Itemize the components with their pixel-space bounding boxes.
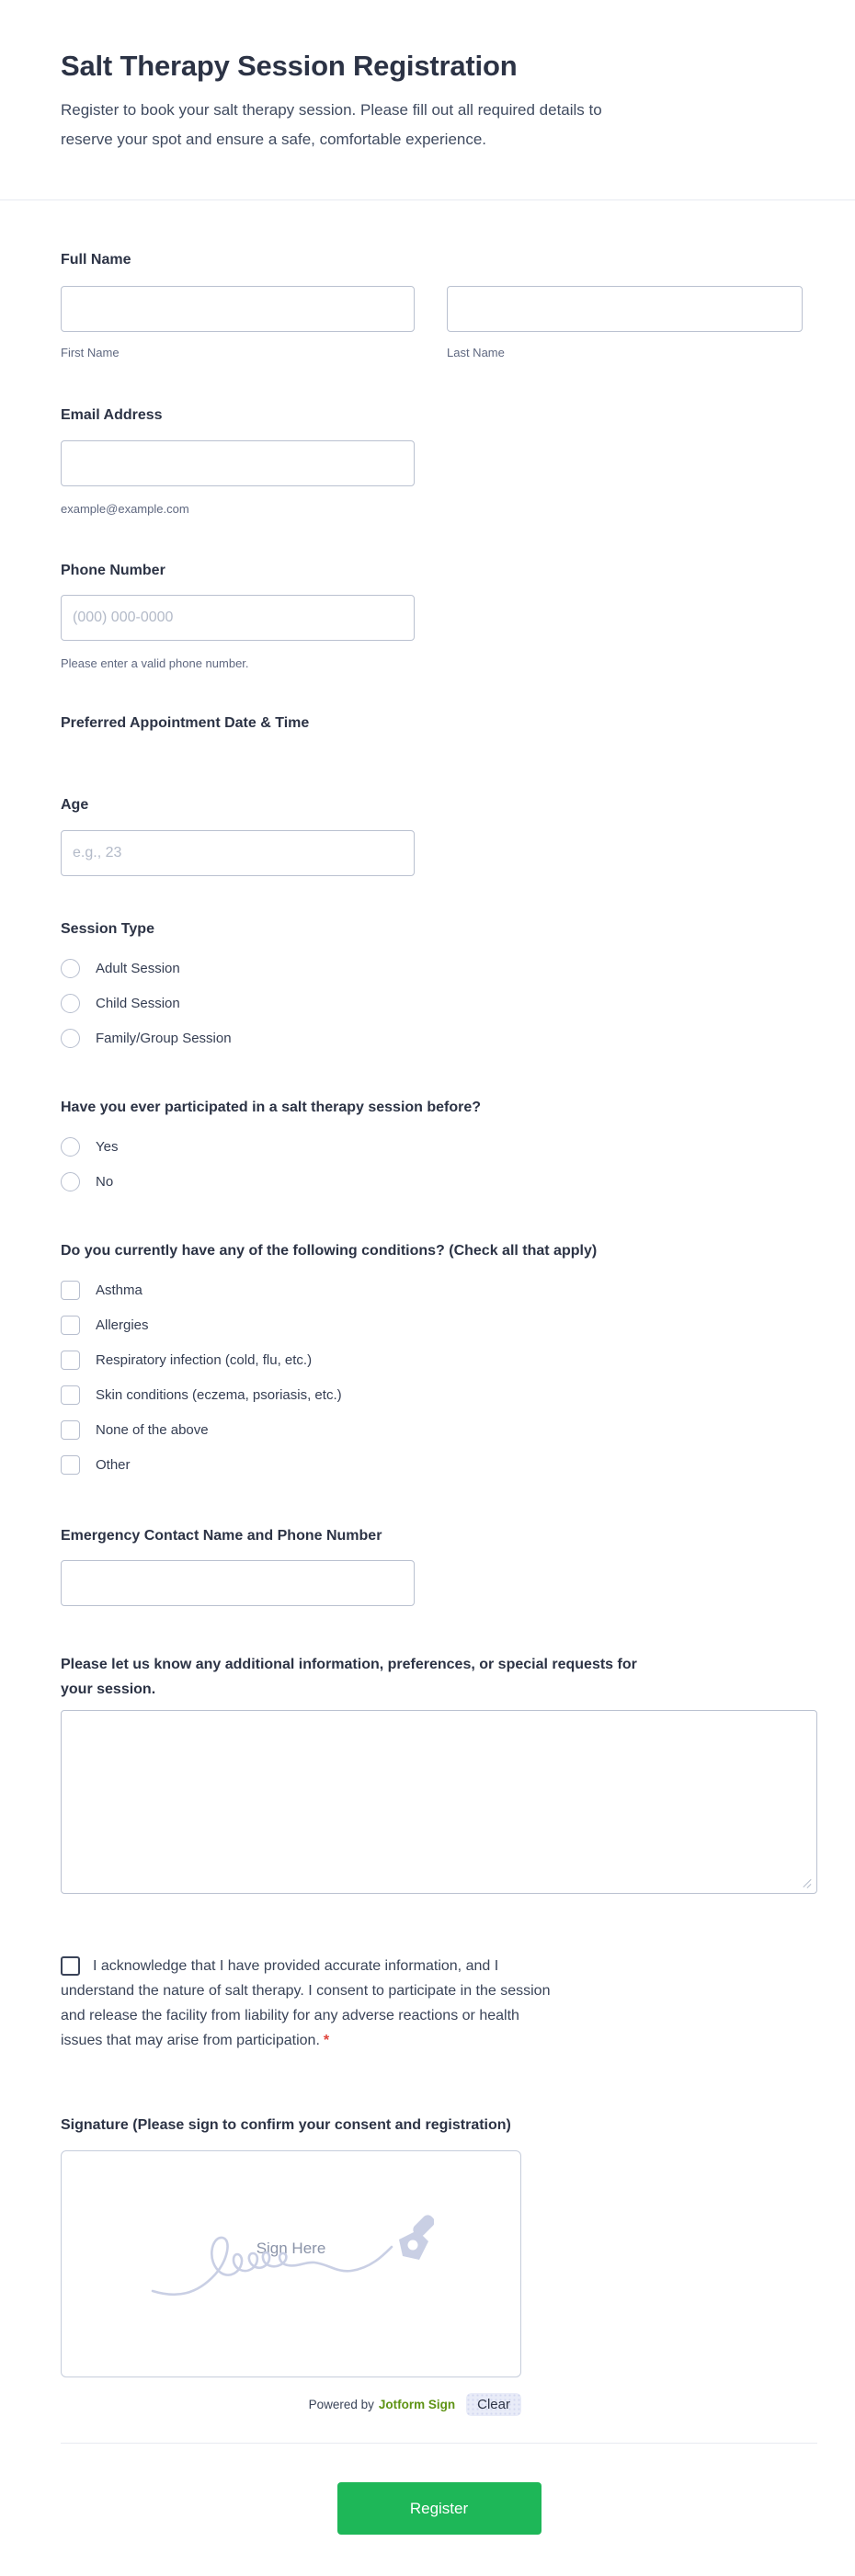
signature-label: Signature (Please sign to confirm your consent and registration) (61, 2117, 511, 2133)
question-signature (61, 2117, 817, 2416)
checkbox-option-allergies[interactable]: Allergies (61, 1316, 817, 1335)
page-subtitle: Register to book your salt therapy session. Please fill out all required details to reserve your spot and ensure a safe, comfortable experience. (61, 101, 602, 148)
phone-sublabel: Please enter a valid phone number. (61, 656, 249, 670)
radio-icon (61, 994, 80, 1013)
session-type-label: Session Type (61, 921, 154, 937)
jotform-sign-brand: Jotform Sign (378, 2398, 456, 2411)
radio-option-no[interactable]: No (61, 1172, 817, 1191)
page-title: Salt Therapy Session Registration (61, 50, 518, 82)
radio-option-yes[interactable]: Yes (61, 1137, 817, 1157)
question-participated-before (61, 1100, 817, 1191)
question-conditions (61, 1243, 817, 1475)
age-label: Age (61, 797, 89, 813)
checkbox-option-asthma[interactable]: Asthma (61, 1281, 817, 1300)
full-name-row (61, 286, 817, 360)
form-header (0, 0, 855, 200)
clear-signature-button[interactable]: Clear (466, 2393, 521, 2416)
additional-info-textarea-wrap (61, 1710, 817, 1894)
participated-label: Have you ever participated in a salt therapy session before? (61, 1100, 482, 1115)
session-type-options (61, 959, 817, 1048)
radio-option-child-session[interactable]: Child Session (61, 994, 817, 1013)
checkbox-icon (61, 1351, 80, 1370)
required-asterisk: * (323, 2033, 330, 2048)
checkbox-icon (61, 1455, 80, 1475)
first-name-col (61, 286, 415, 360)
acknowledgment-block (61, 1954, 759, 2053)
emergency-contact-label: Emergency Contact Name and Phone Number (61, 1528, 382, 1544)
radio-icon (61, 1172, 80, 1191)
checkbox-option-none-of-the-above[interactable]: None of the above (61, 1420, 817, 1440)
phone-input[interactable] (61, 595, 415, 641)
conditions-label: Do you currently have any of the following conditions? (Check all that apply) (61, 1243, 598, 1259)
question-age (61, 797, 817, 876)
signature-squiggle-pen-icon (149, 2206, 434, 2308)
conditions-options (61, 1281, 817, 1475)
checkbox-icon (61, 1281, 80, 1300)
additional-info-label: Please let us know any additional information, preferences, or special requests for your session. (61, 1657, 637, 1697)
question-additional-info (61, 1652, 817, 1894)
submit-divider (61, 2443, 817, 2444)
question-appointment (61, 715, 817, 732)
email-sublabel: example@example.com (61, 502, 189, 516)
additional-info-textarea[interactable] (61, 1710, 817, 1894)
form-body (0, 252, 855, 2535)
checkbox-option-skin-conditions[interactable]: Skin conditions (eczema, psoriasis, etc.) (61, 1385, 817, 1405)
checkbox-option-other[interactable]: Other (61, 1455, 817, 1475)
phone-label: Phone Number (61, 563, 165, 578)
appointment-label: Preferred Appointment Date & Time (61, 715, 310, 731)
last-name-input[interactable] (447, 286, 803, 332)
checkbox-icon (61, 1420, 80, 1440)
question-session-type (61, 921, 817, 1048)
question-full-name (61, 252, 817, 360)
question-emergency-contact (61, 1528, 817, 1606)
last-name-col (447, 286, 803, 360)
register-button[interactable]: Register (337, 2482, 542, 2535)
first-name-sublabel: First Name (61, 346, 120, 359)
radio-option-family-group-session[interactable]: Family/Group Session (61, 1029, 817, 1048)
emergency-contact-input[interactable] (61, 1560, 415, 1606)
last-name-sublabel: Last Name (447, 346, 505, 359)
participated-options (61, 1137, 817, 1191)
full-name-label: Full Name (61, 252, 131, 268)
radio-icon (61, 1029, 80, 1048)
email-input[interactable] (61, 440, 415, 486)
signature-footer (61, 2393, 521, 2416)
signature-pad[interactable] (61, 2150, 521, 2377)
radio-icon (61, 959, 80, 978)
radio-option-adult-session[interactable]: Adult Session (61, 959, 817, 978)
checkbox-icon (61, 1316, 80, 1335)
checkbox-icon (61, 1385, 80, 1405)
first-name-input[interactable] (61, 286, 415, 332)
acknowledgment-checkbox[interactable] (61, 1956, 80, 1976)
powered-by-text: Powered by (308, 2398, 374, 2411)
email-label: Email Address (61, 407, 163, 423)
acknowledgment-text: I acknowledge that I have provided accurate information, and I understand the nature of salt therapy. I consent to participate in the session and release the facility from liability for any adverse reactions or health issues that may arise from participation. (61, 1958, 551, 2048)
checkbox-option-respiratory-infection[interactable]: Respiratory infection (cold, flu, etc.) (61, 1351, 817, 1370)
age-input[interactable] (61, 830, 415, 876)
question-phone (61, 563, 817, 671)
question-email (61, 407, 817, 517)
radio-icon (61, 1137, 80, 1157)
sign-here-text: Sign Here (256, 2240, 326, 2257)
